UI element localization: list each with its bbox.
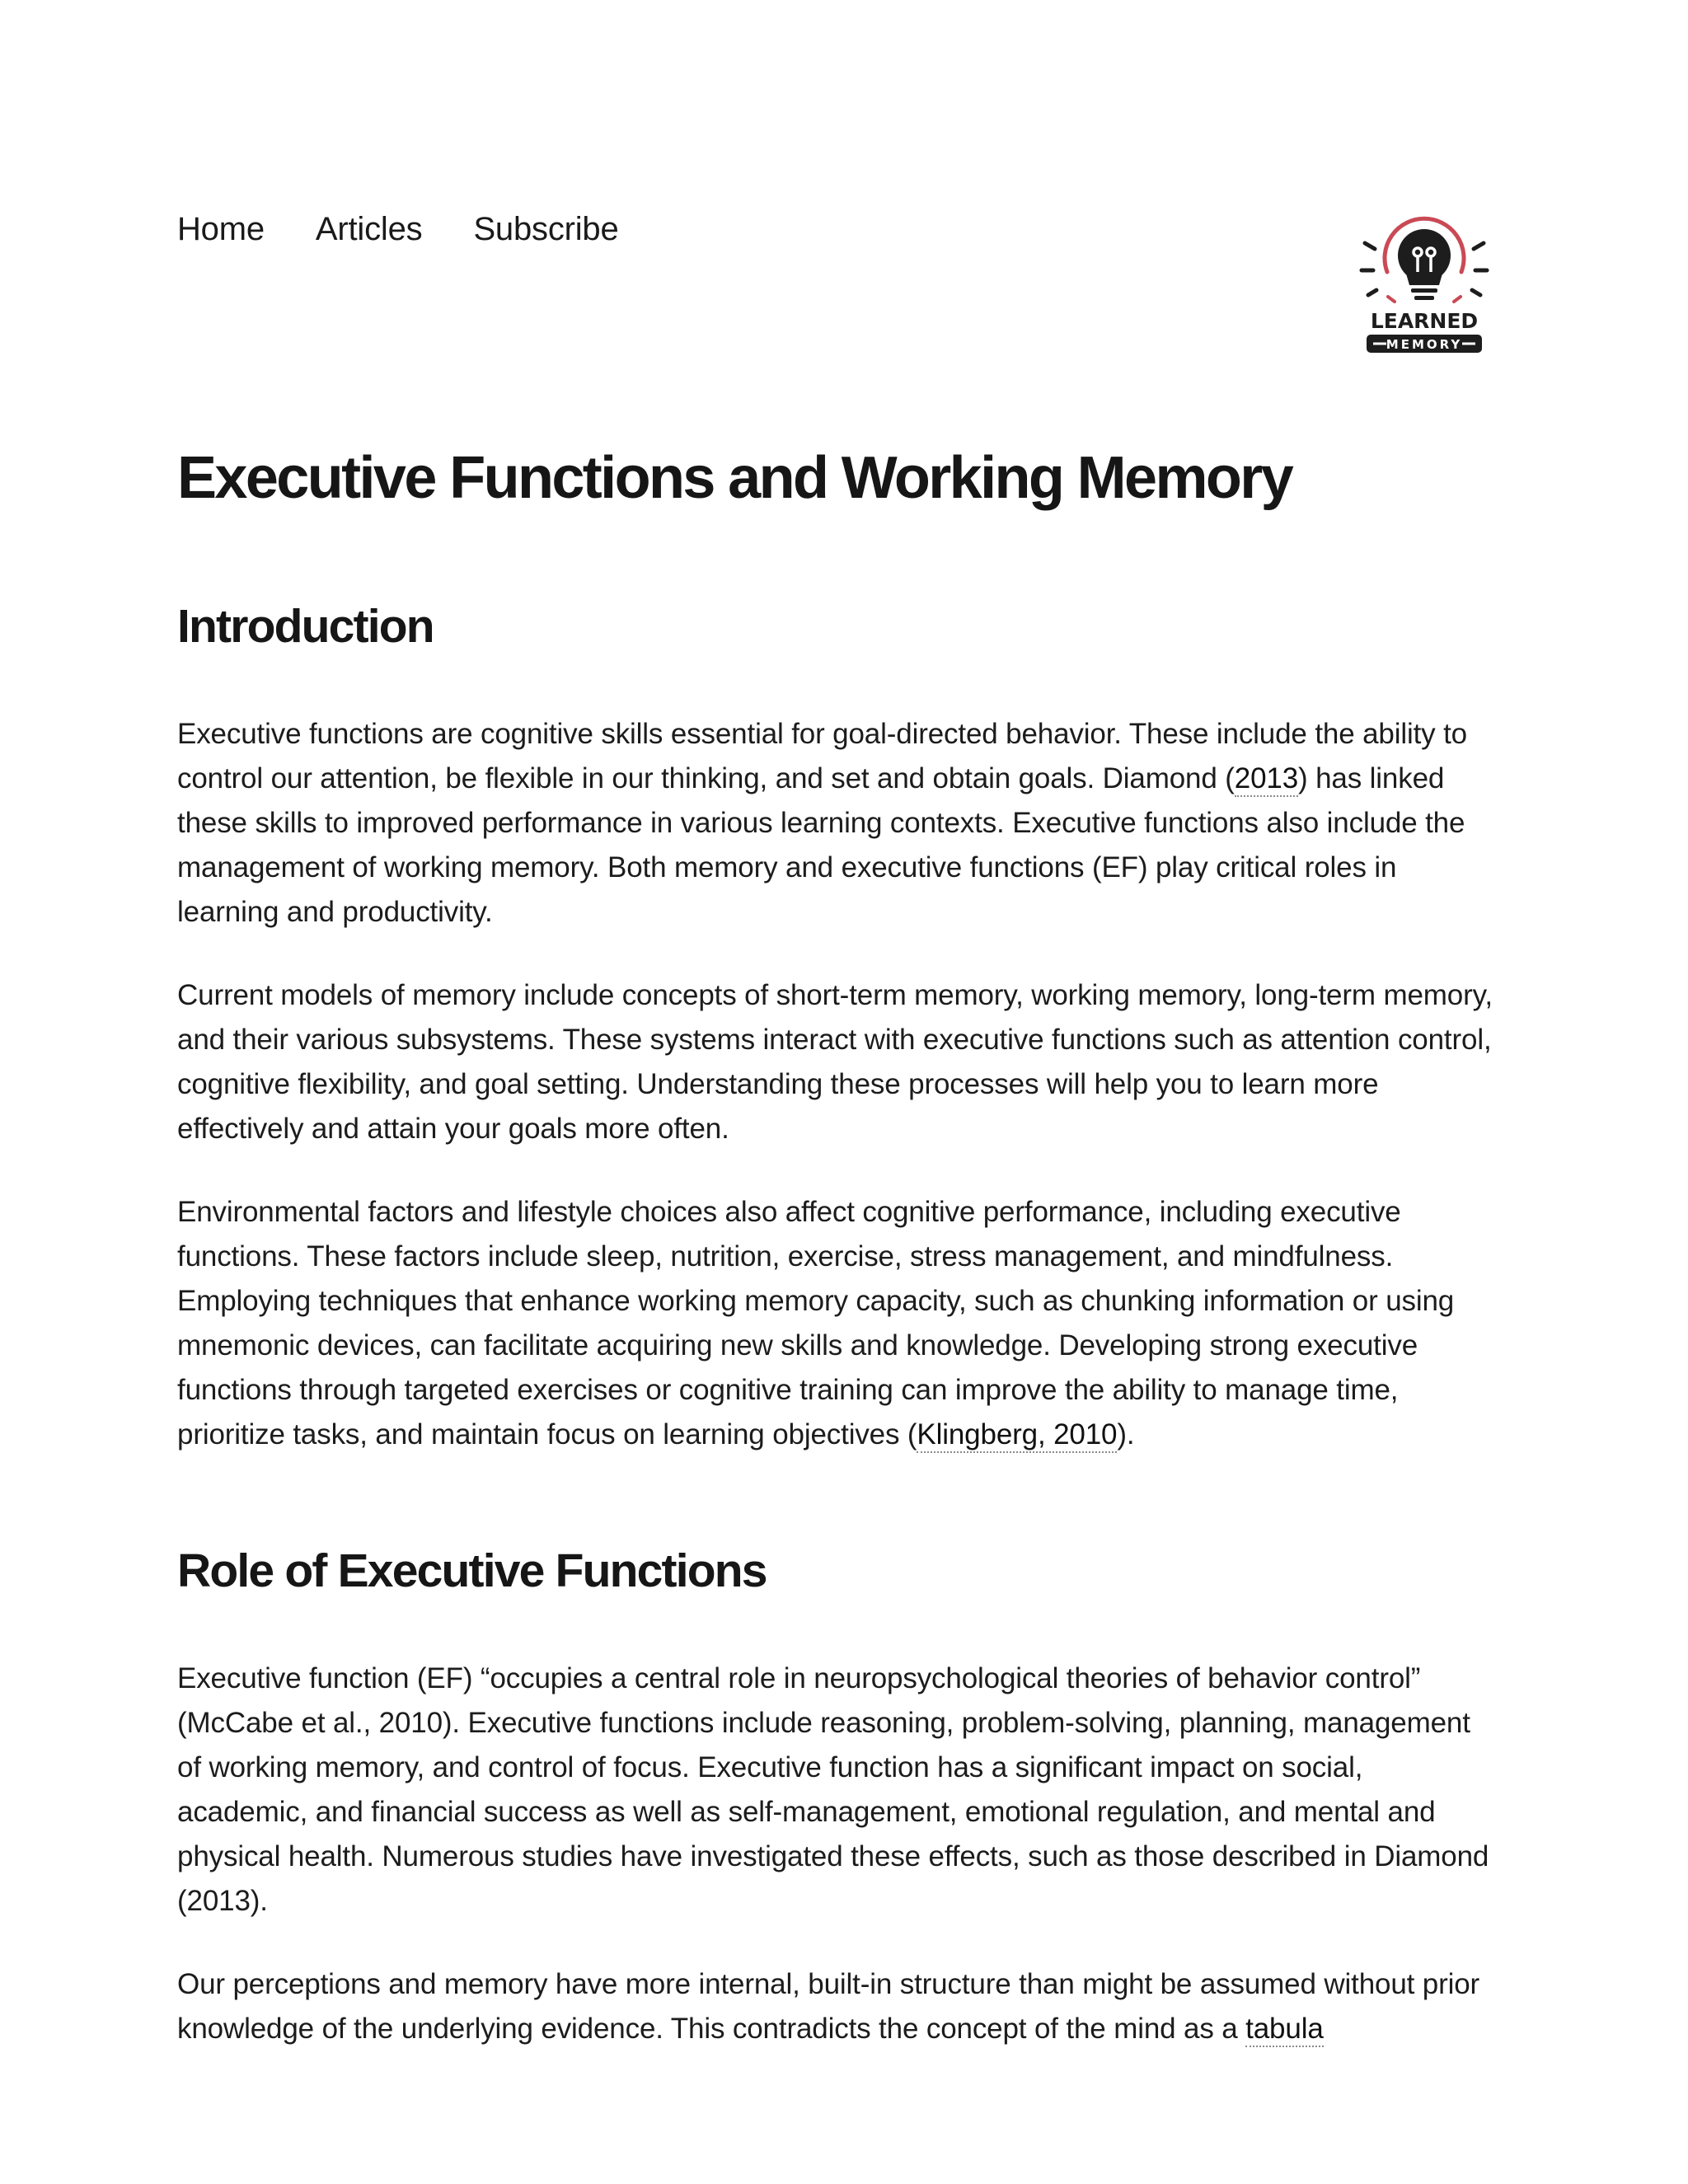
intro-p1-text-a: Executive functions are cognitive skills essential for goal-directed behavior. These include the ability to control our attention, be flexible in our thinking, and set and obtain goals. Diamond ( [177,718,1468,794]
citation-link-diamond-2013[interactable]: 2013 [1235,762,1298,797]
logo-word-top: LEARNED [1370,309,1479,333]
role-paragraph-2 [177,1962,1496,2051]
intro-p3-text-a: Environmental factors and lifestyle choices also affect cognitive performance, including executive functions. These factors include sleep, nutrition, exercise, stress management, and mindfulness. Employing techniques that enhance working memory capacity, such as chunking information or using mnemonic devices, can facilitate acquiring new skills and knowledge. Developing strong executive functions through targeted exercises or cognitive training can improve the ability to manage time, prioritize tasks, and maintain focus on learning objectives ( [177,1196,1455,1451]
logo-word-bottom: MEMORY [1386,337,1463,352]
lightbulb-logo-icon [1358,198,1490,356]
section-introduction [177,593,1496,1457]
section-heading-role: Role of Executive Functions [177,1544,767,1597]
section-heading-introduction: Introduction [177,600,434,653]
nav-home-link[interactable]: Home [177,211,265,247]
intro-p1-text-b: ) has linked these skills to improved performance in various learning contexts. Executive functions also include the management of working memory. Both memory and executive functions (EF) play critical roles in learning and productivity. [177,762,1465,928]
nav-articles-link[interactable]: Articles [315,211,423,247]
main-nav [177,204,619,254]
role-p2-text-a: Our perceptions and memory have more internal, built-in structure than might be assumed without prior knowledge of the underlying evidence. This contradicts the concept of the mind as a [177,1968,1480,2045]
intro-paragraph-1 [177,712,1496,935]
term-link-tabula[interactable]: tabula [1245,2013,1323,2047]
citation-link-klingberg-2010[interactable]: Klingberg, 2010 [917,1418,1117,1453]
role-paragraph-1: Executive function (EF) “occupies a central role in neuropsychological theories of behavior control” (McCabe et al., 2010). Executive functions include reasoning, problem-solving, planning, management of working memory, and control of focus. Executive function has a significant impact on social, academic, and financial success as well as self-management, emotional regulation, and mental and physical health. Numerous studies have investigated these effects, such as those described in Diamond (2013). [177,1662,1489,1917]
article [177,437,1496,2051]
intro-p3-text-b: ). [1117,1418,1135,1451]
intro-paragraph-2: Current models of memory include concepts of short-term memory, working memory, long-term memory, and their various subsystems. These systems interact with executive functions such as attention control, cognitive flexibility, and goal setting. Understanding these processes will help you to learn more effectively and attain your goals more often. [177,979,1493,1145]
page-title: Executive Functions and Working Memory [177,445,1292,511]
section-role-of-executive-functions [177,1538,1496,2051]
site-logo[interactable] [1358,198,1490,356]
nav-subscribe-link[interactable]: Subscribe [473,211,619,247]
intro-paragraph-3 [177,1190,1496,1457]
